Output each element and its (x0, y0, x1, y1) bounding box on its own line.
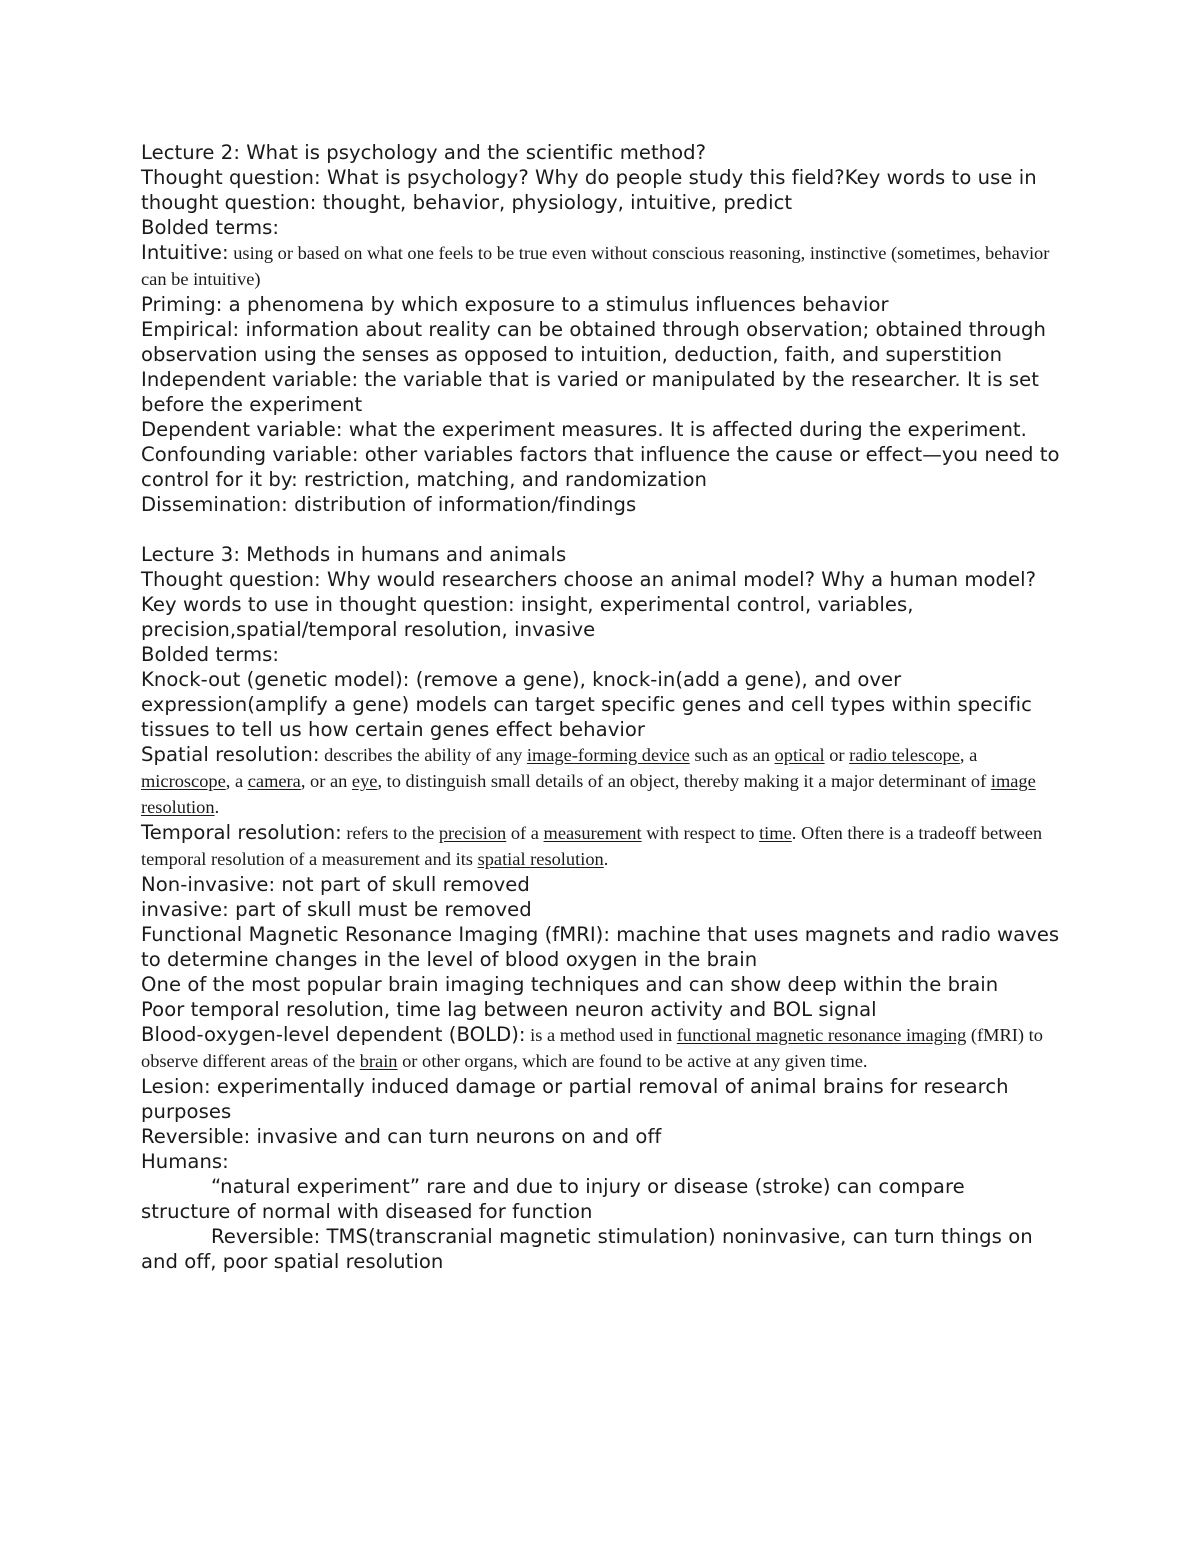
term-confounding-variable: Confounding variable: other variables factors that influence the cause or effect—you need to control for it by: restriction, matching, and randomization (141, 443, 1060, 491)
humans-reversible-tms: Reversible: TMS(transcranial magnetic stimulation) noninvasive, can turn things on and off, poor spatial resolution (141, 1225, 1033, 1273)
definition-text: . (603, 849, 609, 869)
link-radio-telescope[interactable]: radio telescope (849, 745, 960, 765)
term-bold (141, 1022, 1060, 1074)
term-independent-variable: Independent variable: the variable that is varied or manipulated by the researcher. It is set before the experiment (141, 368, 1039, 416)
note-fmri-popular: One of the most popular brain imaging techniques and can show deep within the brain (141, 973, 999, 996)
link-microscope[interactable]: microscope (141, 771, 226, 791)
definition-text: , a (225, 771, 248, 791)
lecture-2-thought-question: Thought question: What is psychology? Why do people study this field?Key words to use in thought question: thought, behavior, physiology, intuitive, predict (141, 166, 1037, 214)
link-precision[interactable]: precision (438, 823, 507, 843)
definition-text: . (214, 797, 220, 817)
term-temporal-resolution-label: Temporal resolution: (141, 821, 342, 844)
term-dependent-variable: Dependent variable: what the experiment measures. It is affected during the experiment. (141, 418, 1027, 441)
definition-text: , to distinguish small details of an object, thereby making it a major determinant of (377, 771, 991, 791)
term-intuitive-label: Intuitive: (141, 241, 229, 264)
term-intuitive (141, 240, 1060, 292)
term-empirical: Empirical: information about reality can be obtained through observation; obtained through observation using the senses as opposed to intuition, deduction, faith, and superstition (141, 318, 1047, 366)
link-time[interactable]: time (759, 823, 792, 843)
lecture-3-bolded-terms-label: Bolded terms: (141, 643, 280, 666)
term-dissemination: Dissemination: distribution of information/findings (141, 493, 637, 516)
term-knock-out: Knock-out (genetic model): (remove a gene), knock-in(add a gene), and over expression(amplify a gene) models can target specific genes and cell types within specific tissues to tell us how certain genes effect behavior (141, 668, 1032, 741)
link-image-forming-device[interactable]: image-forming device (526, 745, 690, 765)
lecture-3-heading: Lecture 3: Methods in humans and animals (141, 543, 567, 566)
term-intuitive-definition: using or based on what one feels to be true even without conscious reasoning, instinctive (sometimes, behavior can be intuitive) (141, 243, 1050, 289)
term-bold-label: Blood-oxygen-level dependent (BOLD): (141, 1023, 526, 1046)
term-temporal-resolution (141, 820, 1060, 872)
link-spatial-resolution[interactable]: spatial resolution (477, 849, 604, 869)
definition-text: describes the ability of any (319, 745, 527, 765)
link-optical[interactable]: optical (774, 745, 825, 765)
definition-text: refers to the (341, 823, 439, 843)
term-reversible: Reversible: invasive and can turn neurons on and off (141, 1125, 662, 1148)
definition-text: is a method used in (525, 1025, 677, 1045)
definition-text: (fMRI) to observe different areas of the (141, 1025, 1043, 1071)
link-brain[interactable]: brain (359, 1051, 398, 1071)
lecture-2-bolded-terms-label: Bolded terms: (141, 216, 280, 239)
link-eye[interactable]: eye (351, 771, 378, 791)
link-camera[interactable]: camera (247, 771, 301, 791)
lecture-3-section (141, 542, 1060, 1274)
term-lesion: Lesion: experimentally induced damage or partial removal of animal brains for research purposes (141, 1075, 1009, 1123)
term-spatial-resolution (141, 742, 1060, 820)
definition-text: . Often there is a tradeoff between temporal resolution of a measurement and its (141, 823, 1043, 869)
link-functional-magnetic-resonance-imaging[interactable]: functional magnetic resonance imaging (676, 1025, 967, 1045)
term-non-invasive: Non-invasive: not part of skull removed (141, 873, 530, 896)
definition-text: such as an (689, 745, 775, 765)
definition-text: , a (959, 745, 978, 765)
term-invasive: invasive: part of skull must be removed (141, 898, 532, 921)
term-priming: Priming: a phenomena by which exposure to a stimulus influences behavior (141, 293, 889, 316)
link-measurement[interactable]: measurement (543, 823, 642, 843)
term-fmri: Functional Magnetic Resonance Imaging (fMRI): machine that uses magnets and radio waves to determine changes in the level of blood oxygen in the brain (141, 923, 1060, 971)
humans-label: Humans: (141, 1150, 229, 1173)
definition-text: , or an (300, 771, 352, 791)
definition-text: or other organs, which are found to be active at any given time. (397, 1051, 868, 1071)
definition-text: with respect to (641, 823, 760, 843)
definition-text: of a (506, 823, 544, 843)
humans-natural-experiment: “natural experiment” rare and due to injury or disease (stroke) can compare structure of normal with diseased for function (141, 1175, 965, 1223)
note-fmri-poor-temporal: Poor temporal resolution, time lag between neuron activity and BOL signal (141, 998, 877, 1021)
lecture-3-thought-question: Thought question: Why would researchers choose an animal model? Why a human model?Key words to use in thought question: insight, experimental control, variables, precision,spatial/temporal resolution, invasive (141, 568, 1037, 641)
term-spatial-resolution-label: Spatial resolution: (141, 743, 320, 766)
lecture-2-heading: Lecture 2: What is psychology and the scientific method? (141, 141, 707, 164)
lecture-2-section (141, 140, 1060, 517)
definition-text: or (824, 745, 850, 765)
link-image-resolution[interactable]: image resolution (141, 771, 1036, 817)
